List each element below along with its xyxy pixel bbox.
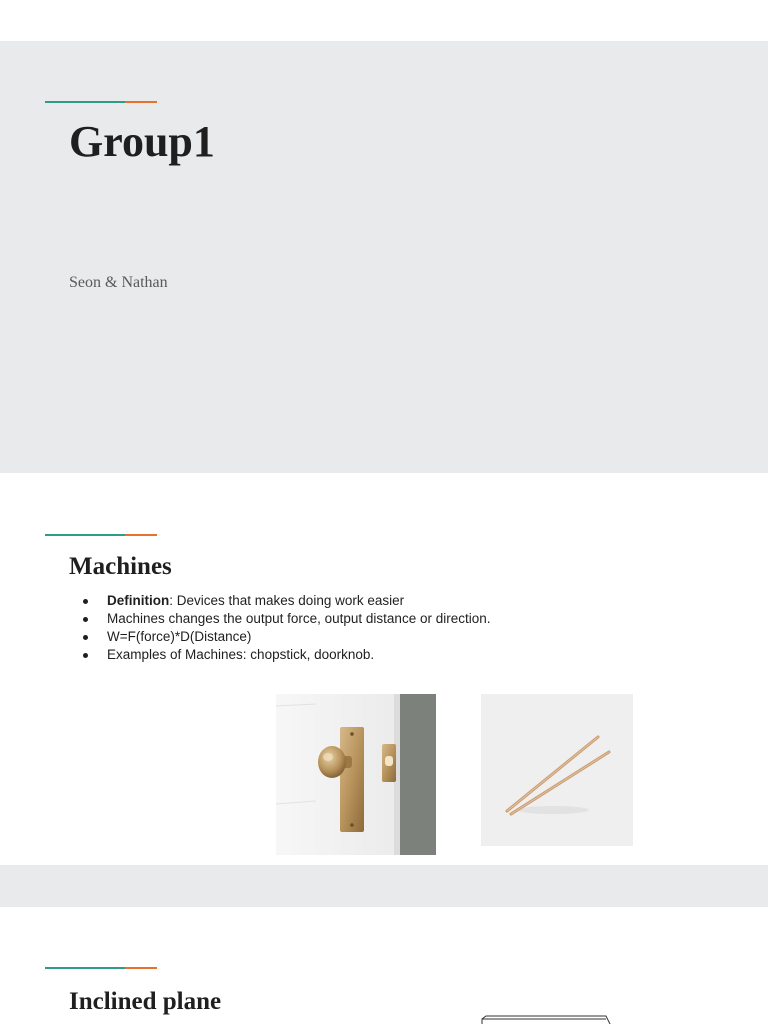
- slide-separator: [0, 865, 768, 907]
- bullet-text: W=F(force)*D(Distance): [107, 629, 252, 644]
- bullet-list: [69, 592, 490, 664]
- bullet-item: [69, 646, 490, 664]
- bullet-item: [69, 592, 490, 610]
- bullet-bold-term: Definition: [107, 593, 170, 608]
- doorknob-icon: [276, 694, 436, 855]
- presentation-subtitle: Seon & Nathan: [69, 274, 168, 291]
- inclined-plane-slide: [0, 907, 768, 1024]
- inclined-plane-diagram: [478, 1013, 618, 1024]
- inclined-plane-icon: [478, 1015, 618, 1024]
- bullet-item: [69, 610, 490, 628]
- doorknob-image: [276, 694, 436, 855]
- chopsticks-icon: [481, 694, 633, 846]
- accent-line: [45, 534, 157, 536]
- bullet-text: : Devices that makes doing work easier: [169, 593, 405, 608]
- slide-title: Inclined plane: [69, 988, 222, 1015]
- bullet-text: Machines changes the output force, output distance or direction.: [107, 611, 491, 626]
- chopsticks-image: [481, 694, 633, 846]
- title-slide: [0, 41, 768, 473]
- presentation-title: Group1: [69, 117, 215, 166]
- slide-title: Machines: [69, 553, 172, 580]
- accent-line: [45, 101, 157, 103]
- accent-line: [45, 967, 157, 969]
- machines-slide: [0, 474, 768, 865]
- bullet-text: Examples of Machines: chopstick, doorknob.: [107, 647, 375, 662]
- bullet-item: [69, 628, 490, 646]
